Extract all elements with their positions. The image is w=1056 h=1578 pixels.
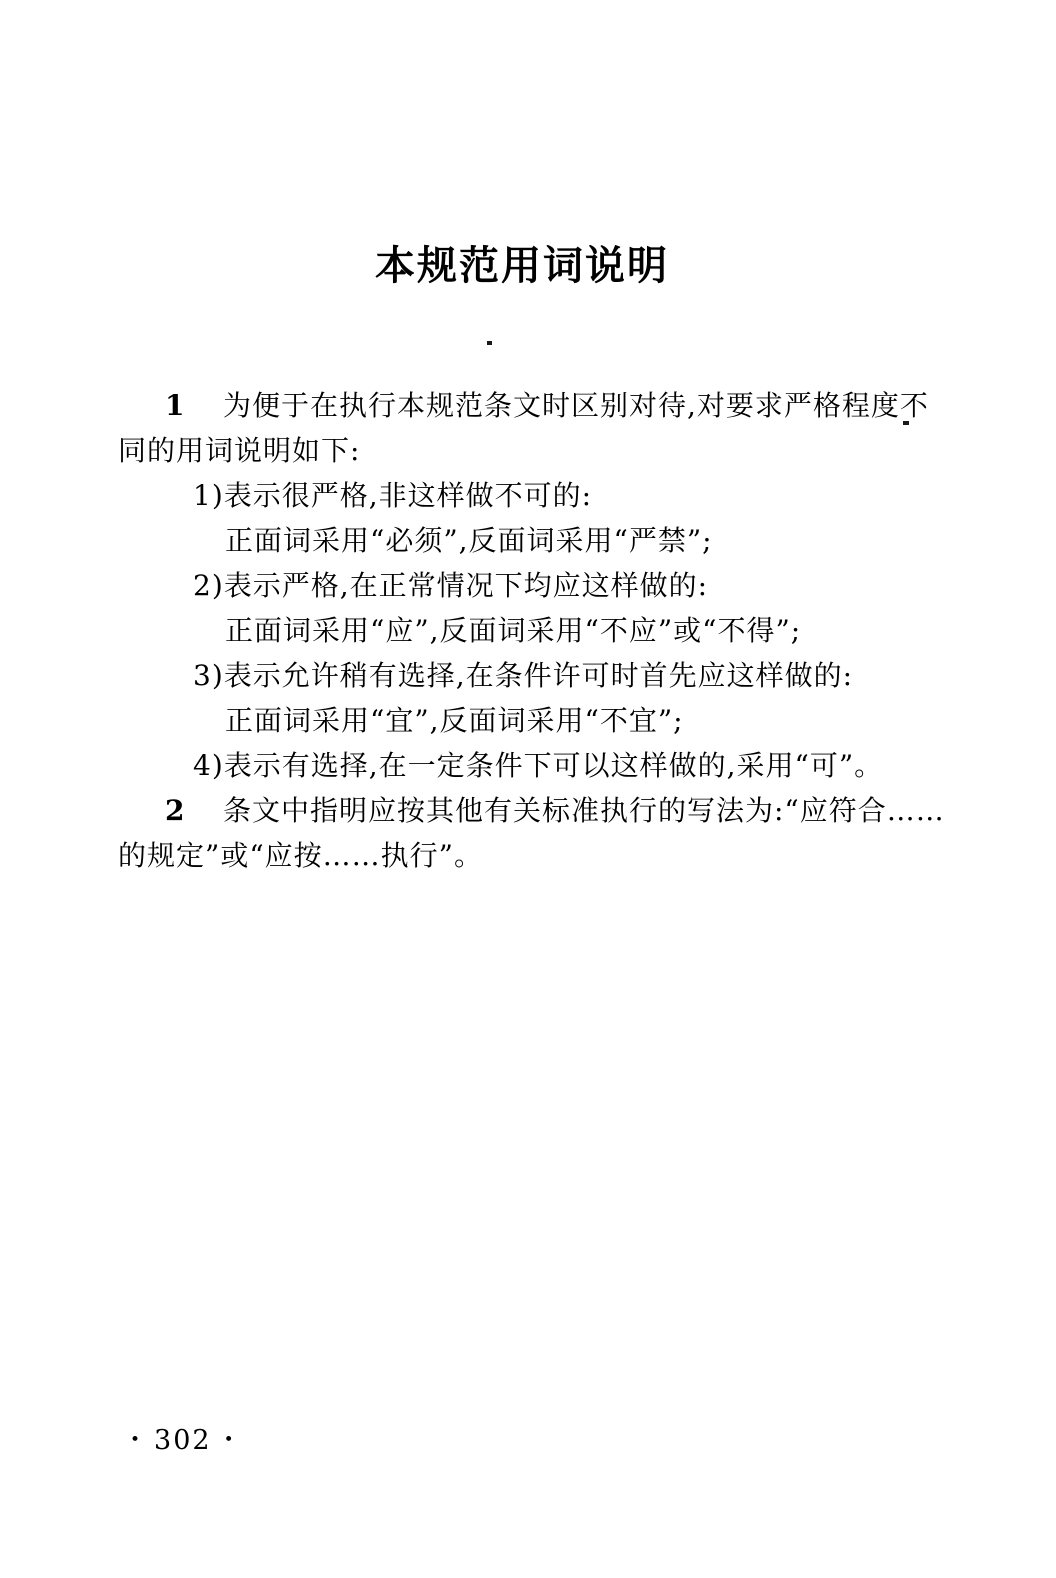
page-number-footer xyxy=(130,1425,236,1456)
text-line xyxy=(118,473,948,518)
text-line xyxy=(118,653,948,698)
text-line-content: 正面词采用“应”,反面词采用“不应”或“不得”; xyxy=(225,614,802,647)
dot-separator: • xyxy=(223,1430,236,1450)
text-line-content: 的规定”或“应按……执行”。 xyxy=(118,839,483,872)
text-line-content: 为便于在执行本规范条文时区别对待,对要求严格程度不 xyxy=(223,389,929,422)
text-line xyxy=(118,788,948,833)
text-line-content: 1)表示很严格,非这样做不可的: xyxy=(193,479,593,512)
page-number: 302 xyxy=(154,1425,212,1456)
text-line xyxy=(118,833,948,878)
text-line xyxy=(118,518,948,563)
text-line-content: 2)表示严格,在正常情况下均应这样做的: xyxy=(193,569,709,602)
body-text xyxy=(118,383,948,878)
text-line xyxy=(118,563,948,608)
text-line-content: 条文中指明应按其他有关标准执行的写法为:“应符合…… xyxy=(223,794,945,827)
text-line xyxy=(118,698,948,743)
text-line-content: 正面词采用“必须”,反面词采用“严禁”; xyxy=(225,524,713,557)
text-line xyxy=(118,383,948,428)
text-line-content: 正面词采用“宜”,反面词采用“不宜”; xyxy=(225,704,684,737)
dot-separator: • xyxy=(130,1430,143,1450)
text-line xyxy=(118,428,948,473)
text-line-content: 3)表示允许稍有选择,在条件许可时首先应这样做的: xyxy=(193,659,854,692)
clause-number: 1 xyxy=(165,389,186,422)
clause-number: 2 xyxy=(165,794,186,827)
text-line-content: 4)表示有选择,在一定条件下可以这样做的,采用“可”。 xyxy=(193,749,884,782)
text-line-content: 同的用词说明如下: xyxy=(118,434,361,467)
scan-speck xyxy=(487,341,492,345)
page-title: 本规范用词说明 xyxy=(375,242,669,289)
text-line xyxy=(118,743,948,788)
text-line xyxy=(118,608,948,653)
